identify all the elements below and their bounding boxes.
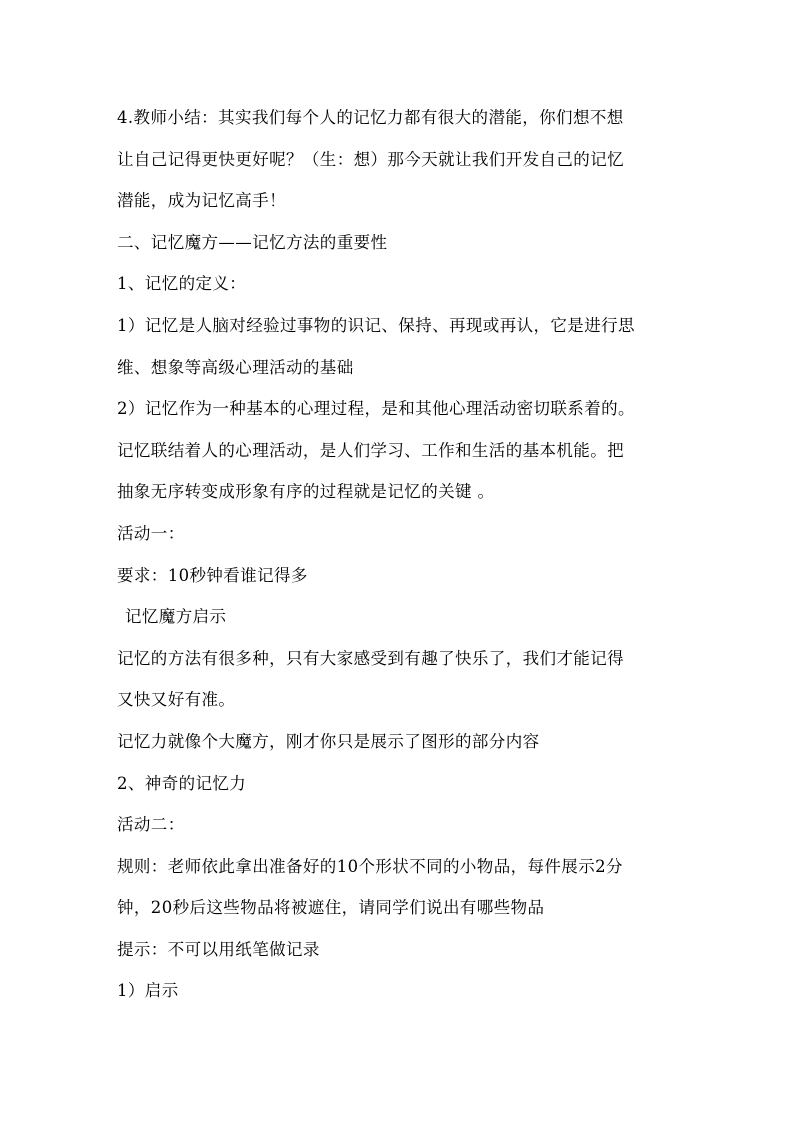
paragraph-line: 1）记忆是人脑对经验过事物的识记、保持、再现或再认，它是进行思 <box>117 315 635 335</box>
paragraph-line: 要求：10秒钟看谁记得多 <box>117 565 308 585</box>
section-heading: 二、记忆魔方——记忆方法的重要性 <box>117 232 388 252</box>
paragraph-line: 潜能，成为记忆高手！ <box>117 191 286 211</box>
paragraph-line: 提示：不可以用纸笔做记录 <box>117 939 320 959</box>
paragraph-line: 记忆联结着人的心理活动，是人们学习、工作和生活的基本机能。把 <box>117 440 624 460</box>
paragraph-line: 记忆力就像个大魔方，刚才你只是展示了图形的部分内容 <box>117 731 540 751</box>
paragraph-line: 抽象无序转变成形象有序的过程就是记忆的关键 。 <box>117 482 495 502</box>
subheading: 记忆魔方启示 <box>125 607 227 627</box>
paragraph-line: 钟，20秒后这些物品将被遮住，请同学们说出有哪些物品 <box>117 898 545 918</box>
paragraph-line: 1）启示 <box>117 981 179 1001</box>
paragraph-line: 2）记忆作为一种基本的心理过程，是和其他心理活动密切联系着的。 <box>117 399 635 419</box>
document-body <box>117 97 683 1012</box>
paragraph-line: 维、想象等高级心理活动的基础 <box>117 357 354 377</box>
activity-label: 活动二： <box>117 815 185 835</box>
paragraph-line: 规则：老师依此拿出准备好的10个形状不同的小物品，每件展示2分 <box>117 856 623 876</box>
paragraph-line: 让自己记得更快更好呢？（生：想）那今天就让我们开发自己的记忆 <box>117 149 624 169</box>
paragraph-line: 又快又好有准。 <box>117 690 236 710</box>
paragraph-line: 记忆的方法有很多种，只有大家感受到有趣了快乐了，我们才能记得 <box>117 648 624 668</box>
activity-label: 活动一： <box>117 523 185 543</box>
subsection-heading: 1、记忆的定义： <box>117 274 247 294</box>
subsection-heading: 2、神奇的记忆力 <box>117 773 247 793</box>
paragraph-line: 4.教师小结：其实我们每个人的记忆力都有很大的潜能，你们想不想 <box>117 108 624 127</box>
